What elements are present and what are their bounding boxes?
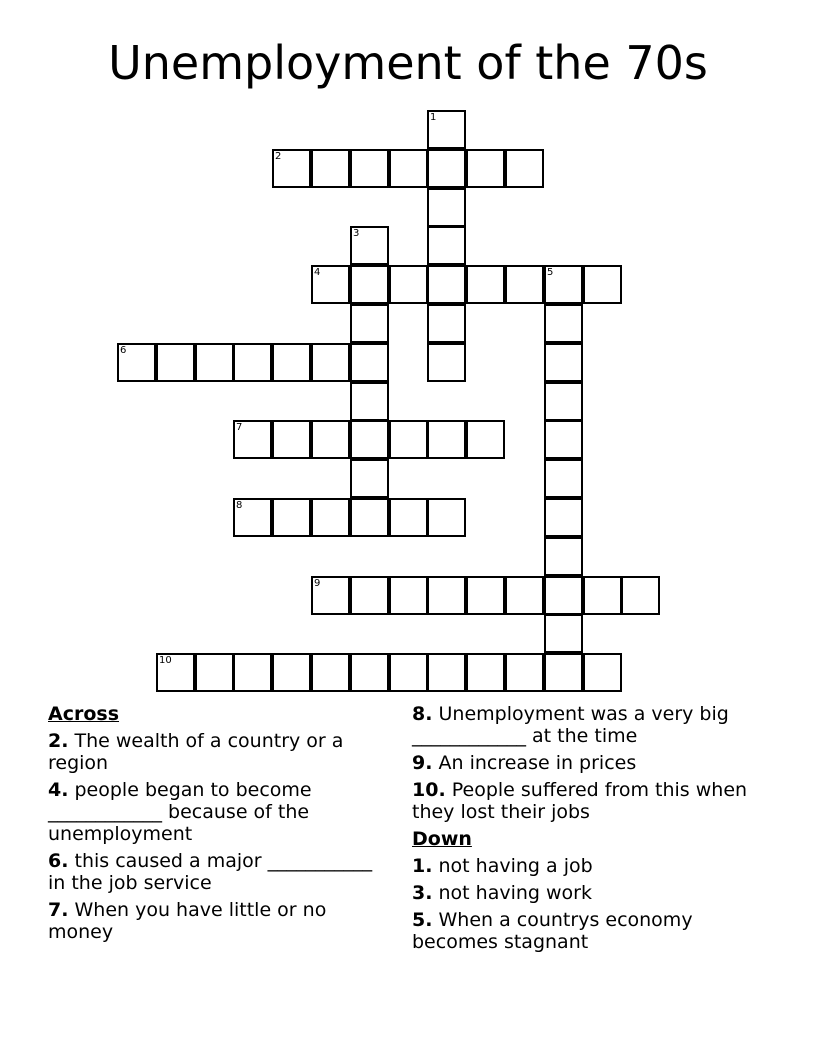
clue-text: not having work	[438, 882, 592, 904]
grid-cell[interactable]	[272, 420, 311, 459]
grid-cell[interactable]	[311, 576, 350, 615]
clue-down-3	[412, 882, 757, 904]
cell-number: 3	[353, 228, 360, 239]
grid-cell[interactable]	[505, 149, 544, 188]
clue-number: 9.	[412, 752, 433, 774]
cell-number: 2	[275, 151, 282, 162]
grid-cell[interactable]	[233, 343, 272, 382]
clue-text: People suffered from this when they lost their jobs	[412, 779, 748, 823]
grid-cell[interactable]	[427, 304, 466, 343]
grid-cell[interactable]	[350, 226, 389, 265]
clue-text: not having a job	[438, 855, 593, 877]
grid-cell[interactable]	[311, 343, 350, 382]
grid-cell[interactable]	[544, 304, 583, 343]
cell-number: 4	[314, 267, 321, 278]
grid-cell[interactable]	[427, 343, 466, 382]
clue-text: Unemployment was a very big ____________ at the time	[412, 703, 729, 747]
down-heading: Down	[412, 828, 472, 850]
cell-number: 8	[236, 500, 243, 511]
grid-cell[interactable]	[427, 265, 466, 304]
clue-text: this caused a major ___________ in the job service	[48, 850, 373, 894]
grid-cell[interactable]	[544, 459, 583, 498]
grid-cell[interactable]	[427, 653, 466, 692]
grid-cell[interactable]	[350, 382, 389, 421]
grid-cell[interactable]	[427, 226, 466, 265]
grid-cell[interactable]	[350, 459, 389, 498]
clue-across-8	[412, 703, 757, 747]
grid-cell[interactable]	[389, 498, 428, 537]
grid-cell[interactable]	[156, 653, 195, 692]
clue-number: 1.	[412, 855, 433, 877]
grid-cell[interactable]	[544, 265, 583, 304]
grid-cell[interactable]	[350, 498, 389, 537]
grid-cell[interactable]	[272, 149, 311, 188]
grid-cell[interactable]	[389, 420, 428, 459]
grid-cell[interactable]	[427, 188, 466, 227]
grid-cell[interactable]	[544, 343, 583, 382]
clue-across-9	[412, 752, 757, 774]
grid-cell[interactable]	[621, 576, 660, 615]
grid-cell[interactable]	[544, 576, 583, 615]
grid-cell[interactable]	[350, 149, 389, 188]
across-heading: Across	[48, 703, 120, 725]
grid-cell[interactable]	[350, 420, 389, 459]
clue-number: 10.	[412, 779, 446, 801]
grid-cell[interactable]	[311, 149, 350, 188]
grid-cell[interactable]	[311, 420, 350, 459]
grid-cell[interactable]	[350, 576, 389, 615]
grid-cell[interactable]	[311, 265, 350, 304]
grid-cell[interactable]	[583, 576, 622, 615]
grid-cell[interactable]	[311, 653, 350, 692]
grid-cell[interactable]	[544, 614, 583, 653]
grid-cell[interactable]	[350, 653, 389, 692]
clue-text: people began to become ____________ because of the unemployment	[48, 779, 312, 845]
cell-number: 9	[314, 578, 321, 589]
clue-number: 8.	[412, 703, 433, 725]
grid-cell[interactable]	[544, 420, 583, 459]
clue-down-1	[412, 855, 757, 877]
grid-cell[interactable]	[311, 498, 350, 537]
clue-across-2	[48, 730, 393, 774]
grid-cell[interactable]	[427, 576, 466, 615]
grid-cell[interactable]	[195, 653, 234, 692]
cell-number: 5	[547, 267, 554, 278]
grid-cell[interactable]	[466, 653, 505, 692]
grid-cell[interactable]	[583, 265, 622, 304]
cell-number: 6	[120, 345, 127, 356]
grid-cell[interactable]	[389, 576, 428, 615]
grid-cell[interactable]	[272, 498, 311, 537]
cell-number: 10	[159, 655, 172, 666]
clue-number: 4.	[48, 779, 69, 801]
grid-cell[interactable]	[466, 265, 505, 304]
grid-cell[interactable]	[505, 576, 544, 615]
clue-text: The wealth of a country or a region	[48, 730, 344, 774]
clue-number: 3.	[412, 882, 433, 904]
clue-text: When you have little or no money	[48, 899, 327, 943]
grid-cell[interactable]	[466, 149, 505, 188]
grid-cell[interactable]	[233, 653, 272, 692]
cell-number: 1	[430, 112, 437, 123]
clues-column-left	[48, 703, 393, 948]
grid-cell[interactable]	[544, 498, 583, 537]
clues-column-right	[412, 703, 757, 958]
clue-number: 2.	[48, 730, 69, 752]
clue-across-4	[48, 779, 393, 845]
grid-cell[interactable]	[156, 343, 195, 382]
grid-cell[interactable]	[544, 382, 583, 421]
grid-cell[interactable]	[350, 265, 389, 304]
grid-cell[interactable]	[233, 420, 272, 459]
grid-cell[interactable]	[427, 498, 466, 537]
grid-cell[interactable]	[389, 653, 428, 692]
grid-cell[interactable]	[272, 343, 311, 382]
grid-cell[interactable]	[117, 343, 156, 382]
grid-cell[interactable]	[466, 576, 505, 615]
puzzle-title: Unemployment of the 70s	[108, 36, 708, 90]
clue-across-10	[412, 779, 757, 823]
cell-number: 7	[236, 422, 243, 433]
grid-cell[interactable]	[350, 304, 389, 343]
clue-number: 6.	[48, 850, 69, 872]
clue-down-5	[412, 909, 757, 953]
grid-cell[interactable]	[233, 498, 272, 537]
grid-cell[interactable]	[505, 653, 544, 692]
grid-cell[interactable]	[505, 265, 544, 304]
clue-number: 5.	[412, 909, 433, 931]
grid-cell[interactable]	[544, 537, 583, 576]
clue-number: 7.	[48, 899, 69, 921]
grid-cell[interactable]	[389, 265, 428, 304]
grid-cell[interactable]	[544, 653, 583, 692]
grid-cell[interactable]	[350, 343, 389, 382]
grid-cell[interactable]	[427, 149, 466, 188]
grid-cell[interactable]	[272, 653, 311, 692]
grid-cell[interactable]	[427, 110, 466, 149]
grid-cell[interactable]	[427, 420, 466, 459]
clue-text: An increase in prices	[438, 752, 637, 774]
clue-across-6	[48, 850, 393, 894]
grid-cell[interactable]	[195, 343, 234, 382]
grid-cell[interactable]	[583, 653, 622, 692]
clue-text: When a countrys economy becomes stagnant	[412, 909, 693, 953]
grid-cell[interactable]	[466, 420, 505, 459]
clue-across-7	[48, 899, 393, 943]
grid-cell[interactable]	[389, 149, 428, 188]
